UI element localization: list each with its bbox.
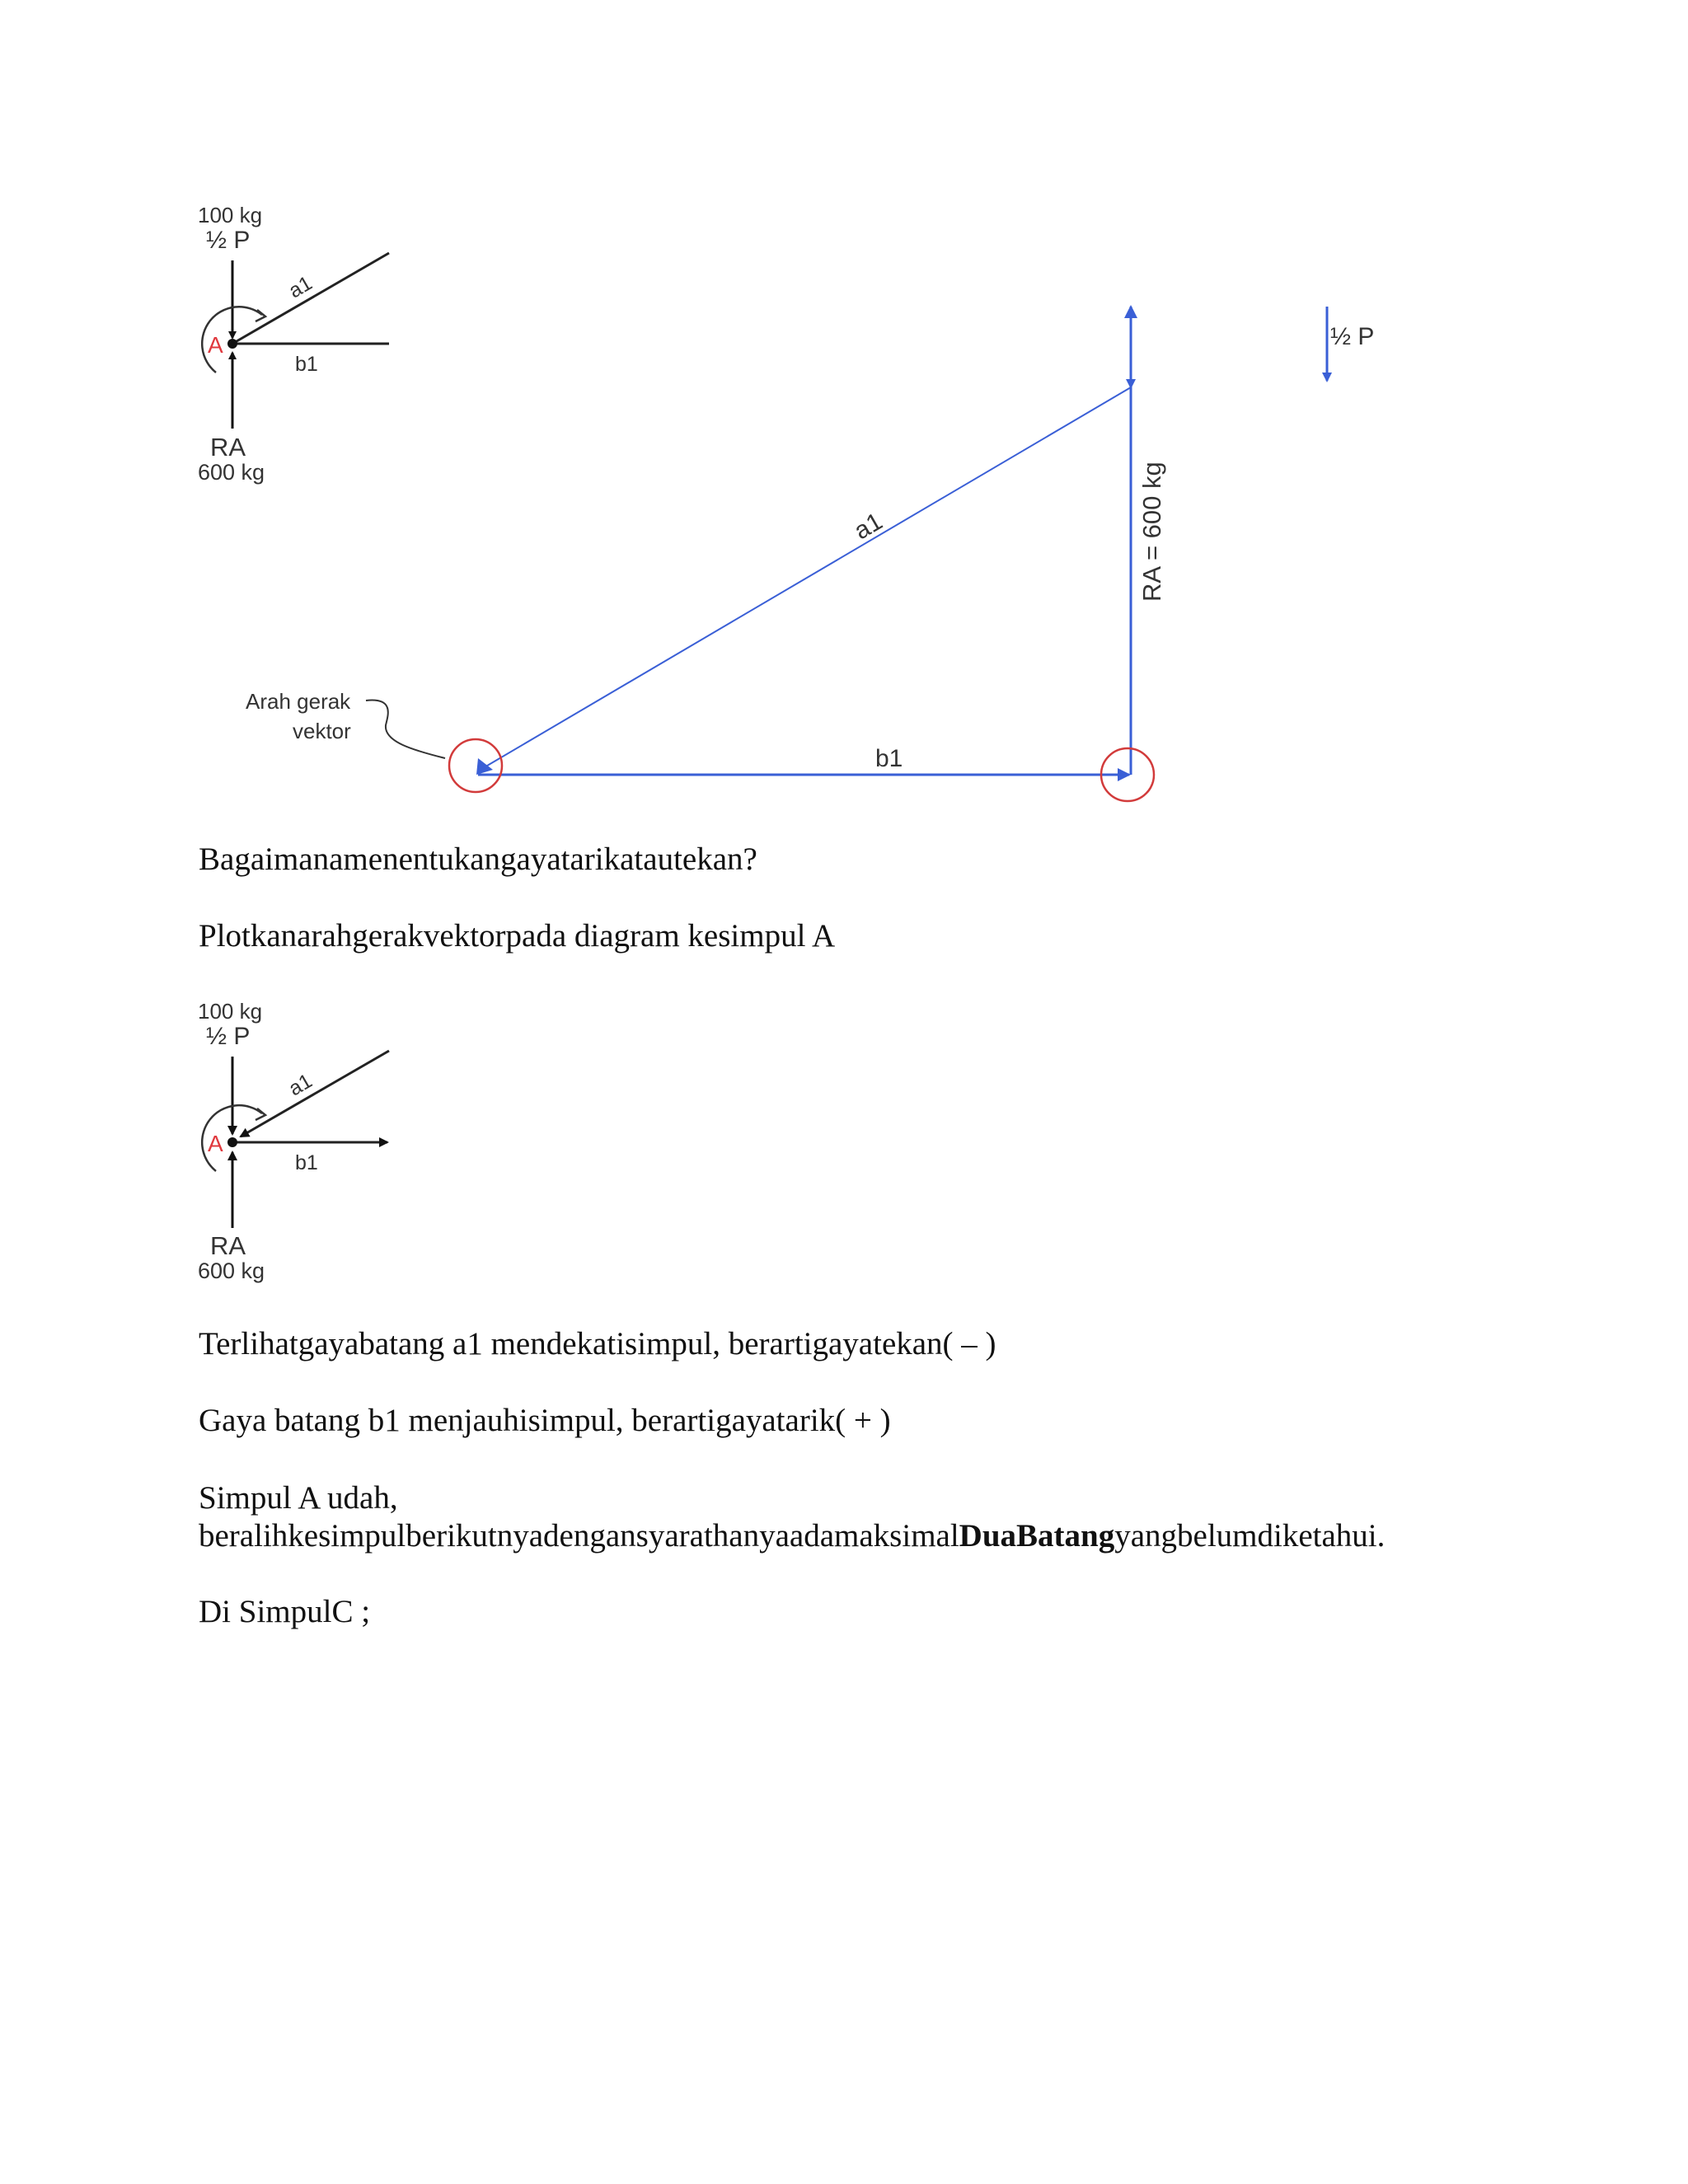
- joint-a-free-body: [198, 203, 389, 485]
- compression-paragraph: Terlihatgayabatang a1 mendekatisimpul, berartigayatekan( – ): [199, 1326, 996, 1361]
- instruction-paragraph: Plotkanarahgerakvektorpada diagram kesimpul A: [199, 918, 836, 954]
- annotation-line-2: vektor: [293, 719, 351, 743]
- node-a-label: A: [208, 1131, 223, 1156]
- vector-diagram-figure: [0, 0, 1688, 832]
- reaction-label: RA: [210, 1231, 246, 1260]
- next-joint-line-2: [199, 1517, 1385, 1555]
- vector-a1-arrowhead: [476, 758, 493, 775]
- bar-a1-line: [232, 253, 389, 344]
- node-a-label: A: [208, 332, 223, 358]
- reaction-value-label: 600 kg: [198, 1258, 265, 1283]
- reaction-label: RA: [210, 433, 246, 462]
- load-half-p-label: ½ P: [206, 1023, 251, 1050]
- next-joint-text-b: yangbelumdiketahui.: [1114, 1518, 1386, 1554]
- vector-a1: [483, 387, 1131, 768]
- start-circle: [449, 739, 502, 792]
- bar-b1-label: b1: [295, 1151, 318, 1174]
- load-value-label: 100 kg: [198, 203, 263, 227]
- tension-paragraph: Gaya batang b1 menjauhisimpul, berartigayatarik( + ): [199, 1403, 891, 1438]
- vector-a1-label: a1: [849, 508, 888, 546]
- force-polygon: [246, 307, 1374, 801]
- bar-a1-label: a1: [284, 271, 316, 303]
- load-half-p-label: ½ P: [206, 227, 251, 254]
- half-p-indicator-label: ½ P: [1330, 323, 1375, 350]
- next-joint-emphasis: DuaBatang: [959, 1518, 1115, 1554]
- next-joint-line-1: Simpul A udah,: [199, 1480, 398, 1516]
- load-value-label: 100 kg: [198, 999, 263, 1024]
- node-a-dot: [227, 1137, 237, 1147]
- reaction-value-label: 600 kg: [198, 460, 265, 485]
- bar-b1-label: b1: [295, 353, 318, 376]
- vector-ra-label: RA = 600 kg: [1137, 462, 1166, 602]
- joint-a-direction-figure: [0, 981, 495, 1294]
- next-joint-paragraph: [199, 1479, 1385, 1555]
- node-a-dot: [227, 339, 237, 349]
- question-paragraph: Bagaimanamenentukangayatarikatautekan?: [199, 841, 757, 877]
- joint-c-heading: Di SimpulC ;: [199, 1594, 371, 1629]
- annotation-leader: [366, 701, 445, 758]
- next-joint-text-a: beralihkesimpulberikutnyadengansyarathanyaadamaksimal: [199, 1518, 959, 1554]
- vector-b1-label: b1: [875, 745, 903, 772]
- bar-a1-line: [241, 1051, 389, 1137]
- annotation-line-1: Arah gerak: [246, 689, 351, 714]
- bar-a1-label: a1: [284, 1069, 316, 1101]
